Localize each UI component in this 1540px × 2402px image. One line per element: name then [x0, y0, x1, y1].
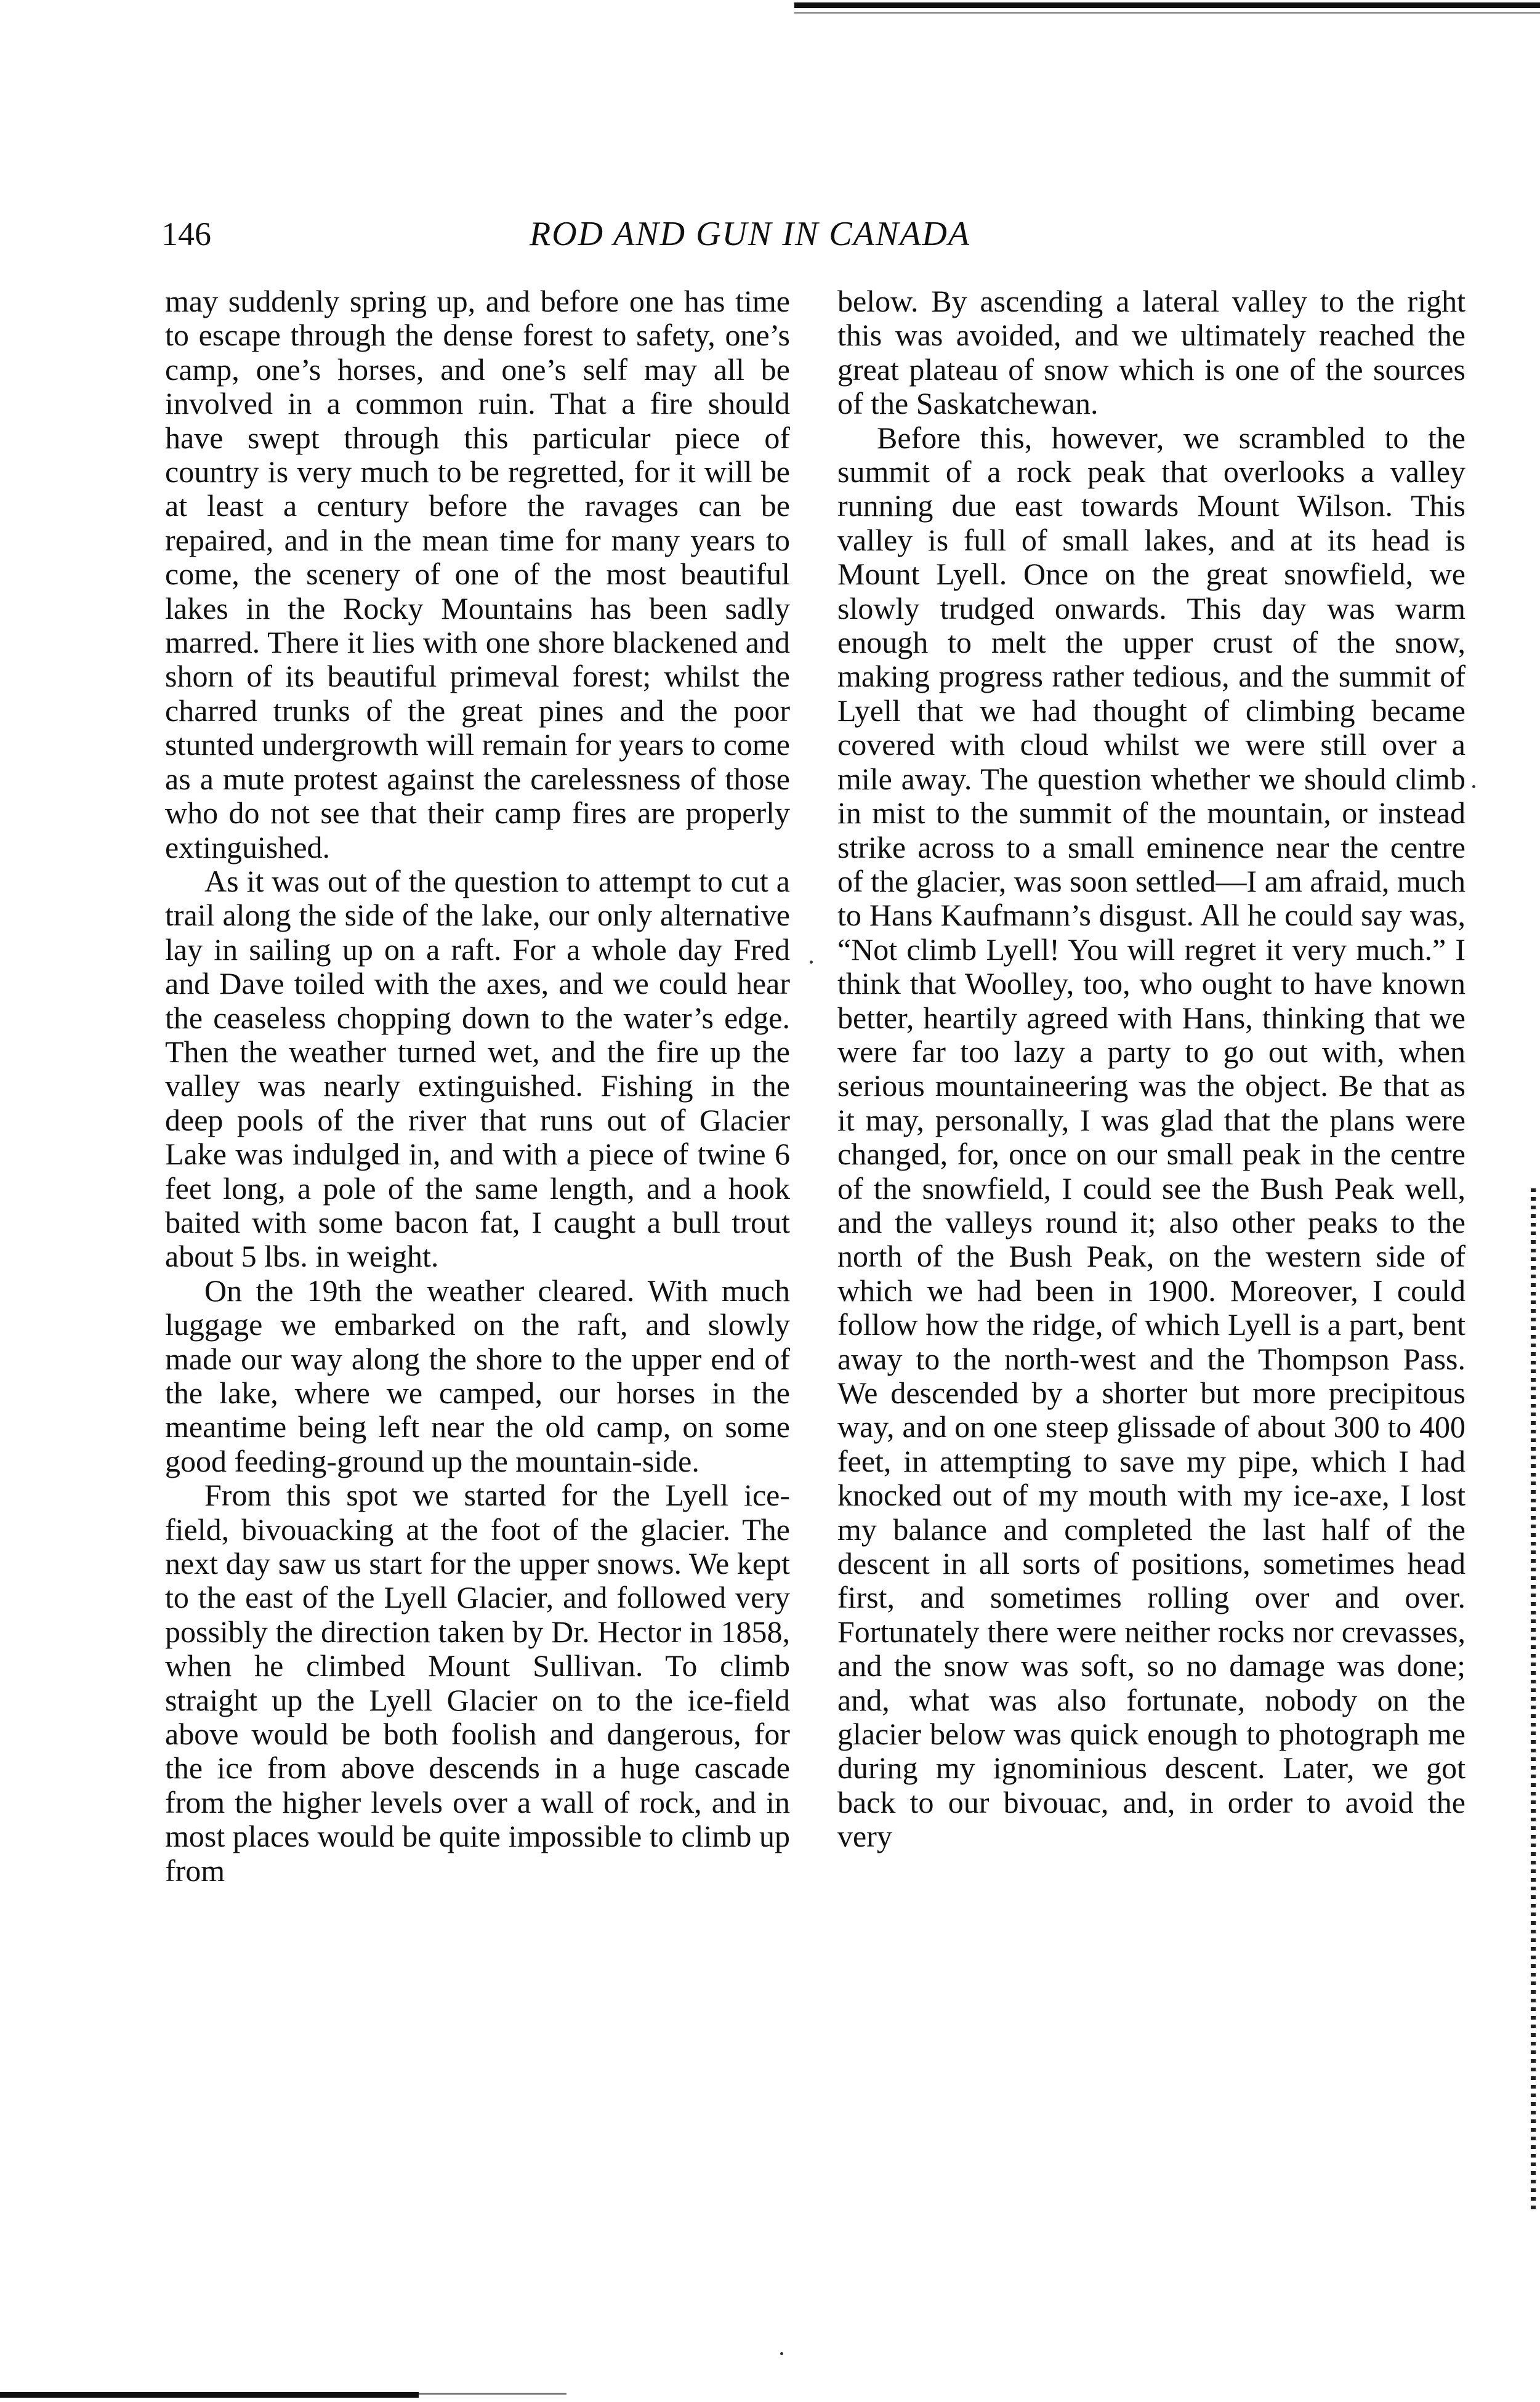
left-column: [165, 284, 790, 1888]
page-number: 146: [161, 216, 211, 252]
paragraph: Before this, however, we scrambled to the summit of a rock peak that overlooks a valley running due east towards Mount Wilson. This valley is full of small lakes, and at its head is Mount Lyell. Once on the great snowfield, we slowly trudged onwards. This day was warm enough to melt the upper crust of the snow, making progress rather tedious, and the summit of Lyell that we had thought of climbing became covered with cloud whilst we were still over a mile away. The question whether we should climb in mist to the summit of the mountain, or instead strike across to a small eminence near the centre of the glacier, was soon settled—I am afraid, much to Hans Kaufmann’s disgust. All he could say was, “Not climb Lyell! You will regret it very much.” I think that Woolley, too, who ought to have known better, heartily agreed with Hans, thinking that we were far too lazy a party to go out with, when serious mountaineering was the object. Be that as it may, personally, I was glad that the plans were changed, for, once on our small peak in the centre of the snowfield, I could see the Bush Peak well, and the valleys round it; also other peaks to the north of the Bush Peak, on the western side of which we had been in 1900. Moreover, I could follow how the ridge, of which Lyell is a part, bent away to the north-west and the Thompson Pass. We descended by a shorter but more precipitous way, and on one steep glissade of about 300 to 400 feet, in attempting to save my pipe, which I had knocked out of my mouth with my ice-axe, I lost my balance and completed the last half of the descent in all sorts of positions, sometimes head first, and sometimes rolling over and over. Fortunately there were neither rocks nor crevasses, and the snow was soft, so no damage was done; and, what was also fortunate, nobody on the glacier below was quick enough to photograph me during my ignominious descent. Later, we got back to our bivouac, and, in order to avoid the very: [837, 420, 1465, 1854]
bottom-rule: [0, 2392, 419, 2398]
bottom-rule-thin: [419, 2393, 566, 2395]
paragraph: below. By ascending a lateral valley to the right this was avoided, and we ultimately reached the great plateau of snow which is one of the sources of the Saskatchewan.: [837, 284, 1465, 421]
paragraph: may suddenly spring up, and before one has time to escape through the dense forest to safety, one’s camp, one’s horses, and one’s self may all be involved in a common ruin. That a fire should have swept through this particular piece of country is very much to be regretted, for it will be at least a century before the ravages can be repaired, and in the mean time for many years to come, the scenery of one of the most beautiful lakes in the Rocky Mountains has been sadly marred. There it lies with one shore blackened and shorn of its beautiful primeval forest; whilst the charred trunks of the great pines and the poor stunted undergrowth will remain for years to come as a mute protest against the carelessness of those who do not see that their camp fires are properly extinguished.: [165, 284, 790, 864]
page-edge-marks: [1531, 1188, 1536, 2211]
margin-dot: [810, 961, 813, 964]
right-column: [837, 284, 1465, 1854]
margin-dot: [780, 2352, 783, 2355]
margin-dot: [1472, 785, 1475, 788]
running-title: ROD AND GUN IN CANADA: [530, 215, 971, 253]
paragraph: As it was out of the question to attempt to cut a trail along the side of the lake, our only alternative lay in sailing up on a raft. For a whole day Fred and Dave toiled with the axes, and we could hear the ceaseless chopping down to the water’s edge. Then the weather turned wet, and the fire up the valley was nearly extinguished. Fishing in the deep pools of the river that runs out of Glacier Lake was indulged in, and with a piece of twine 6 feet long, a pole of the same length, and a hook baited with some bacon fat, I caught a bull trout about 5 lbs. in weight.: [165, 863, 790, 1274]
paragraph: From this spot we started for the Lyell ice-field, bivouacking at the foot of the glacier. The next day saw us start for the upper snows. We kept to the east of the Lyell Glacier, and followed very possibly the direction taken by Dr. Hector in 1858, when he climbed Mount Sullivan. To climb straight up the Lyell Glacier on to the ice-field above would be both foolish and dangerous, for the ice from above descends in a huge cascade from the higher levels over a wall of rock, and in most places would be quite impossible to climb up from: [165, 1478, 790, 1888]
paragraph: On the 19th the weather cleared. With much luggage we embarked on the raft, and slowly made our way along the shore to the upper end of the lake, where we camped, our horses in the meantime being left near the old camp, on some good feeding-ground up the mountain-side.: [165, 1273, 790, 1478]
top-rule-thin: [794, 12, 1540, 14]
top-rule: [794, 2, 1540, 8]
